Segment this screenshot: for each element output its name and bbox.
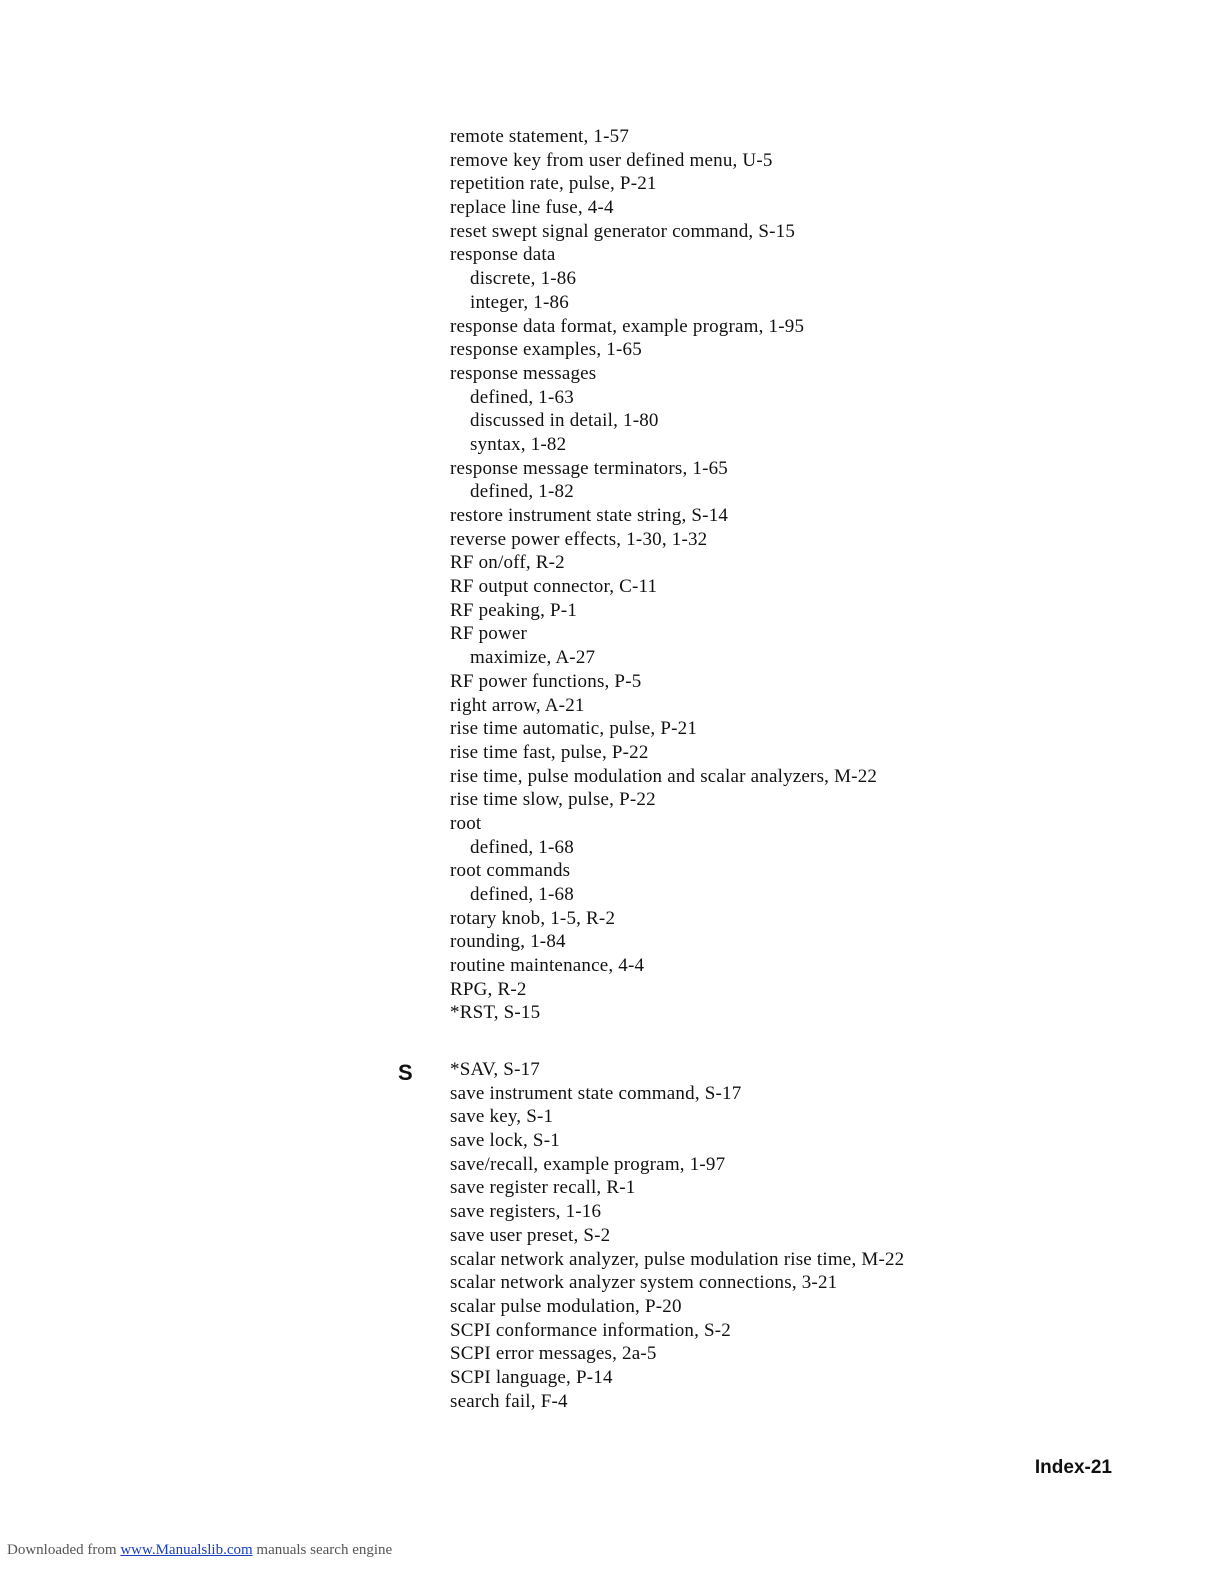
index-entry: SCPI language, P-14	[450, 1366, 613, 1388]
index-entry: RF power functions, P-5	[450, 670, 642, 692]
index-entry: reverse power effects, 1-30, 1-32	[450, 528, 708, 550]
index-entry: save key, S-1	[450, 1106, 554, 1128]
page-number: Index-21	[1034, 1457, 1112, 1478]
index-entry: reset swept signal generator command, S-15	[450, 220, 796, 242]
index-entry: rise time slow, pulse, P-22	[450, 789, 656, 811]
index-entry: rounding, 1-84	[450, 931, 566, 953]
index-entry: rise time, pulse modulation and scalar analyzers, M-22	[450, 765, 878, 787]
index-entry: scalar pulse modulation, P-20	[450, 1295, 682, 1317]
index-entry: RF on/off, R-2	[450, 552, 565, 574]
index-entry: search fail, F-4	[450, 1390, 568, 1412]
index-subentry: discussed in detail, 1-80	[470, 410, 659, 432]
index-entry: save registers, 1-16	[450, 1201, 602, 1223]
index-subentry: defined, 1-63	[470, 386, 574, 408]
index-entry: RPG, R-2	[450, 978, 527, 1000]
index-entry: RF power	[450, 623, 528, 645]
index-entry: right arrow, A-21	[450, 694, 585, 716]
index-entry: replace line fuse, 4-4	[450, 197, 614, 219]
index-entry: repetition rate, pulse, P-21	[450, 173, 657, 195]
index-entry: restore instrument state string, S-14	[450, 505, 729, 526]
index-entry: save/recall, example program, 1-97	[450, 1153, 726, 1175]
index-entry: RF output connector, C-11	[450, 576, 658, 598]
index-entry: *SAV, S-17	[450, 1059, 541, 1080]
manualslib-link[interactable]: www.Manualslib.com	[120, 1542, 253, 1558]
index-entry: scalar network analyzer system connections, 3-21	[450, 1272, 838, 1294]
index-subentry: syntax, 1-82	[470, 433, 567, 455]
index-entry: response data	[450, 244, 556, 266]
footer-prefix: Downloaded from	[7, 1542, 117, 1558]
index-entry: rise time automatic, pulse, P-21	[450, 718, 698, 740]
index-entry: rise time fast, pulse, P-22	[450, 741, 649, 763]
index-entry: response message terminators, 1-65	[450, 457, 729, 479]
index-entry: rotary knob, 1-5, R-2	[450, 907, 616, 929]
index-entry: remote statement, 1-57	[450, 126, 630, 147]
index-entry: *RST, S-15	[450, 1002, 541, 1024]
index-subentry: discrete, 1-86	[470, 268, 577, 290]
index-entry: response examples, 1-65	[450, 339, 642, 361]
index-entry: save lock, S-1	[450, 1130, 560, 1152]
index-entries-r	[450, 125, 877, 1025]
index-subentry: maximize, A-27	[470, 647, 596, 669]
index-entry: save instrument state command, S-17	[450, 1082, 742, 1104]
index-entry: response messages	[450, 362, 597, 384]
index-subentry: defined, 1-68	[470, 836, 574, 858]
index-entry: SCPI conformance information, S-2	[450, 1319, 731, 1341]
index-entry: RF peaking, P-1	[450, 599, 578, 621]
index-entry: root	[450, 812, 482, 834]
footer-suffix: manuals search engine	[256, 1542, 393, 1558]
section-letter-s: S	[398, 1060, 413, 1085]
index-entry: root commands	[450, 860, 571, 882]
index-entry: remove key from user defined menu, U-5	[450, 149, 773, 171]
index-entry: save user preset, S-2	[450, 1224, 611, 1246]
index-entries-s	[450, 1058, 904, 1413]
index-entry: SCPI error messages, 2a-5	[450, 1343, 657, 1365]
index-subentry: integer, 1-86	[470, 291, 569, 313]
index-entry: response data format, example program, 1-95	[450, 315, 805, 337]
download-footer	[7, 1542, 392, 1559]
index-subentry: defined, 1-82	[470, 481, 574, 503]
index-subentry: defined, 1-68	[470, 884, 574, 905]
index-entry: scalar network analyzer, pulse modulation rise time, M-22	[450, 1248, 905, 1270]
index-entry: routine maintenance, 4-4	[450, 955, 645, 977]
index-entry: save register recall, R-1	[450, 1177, 636, 1199]
